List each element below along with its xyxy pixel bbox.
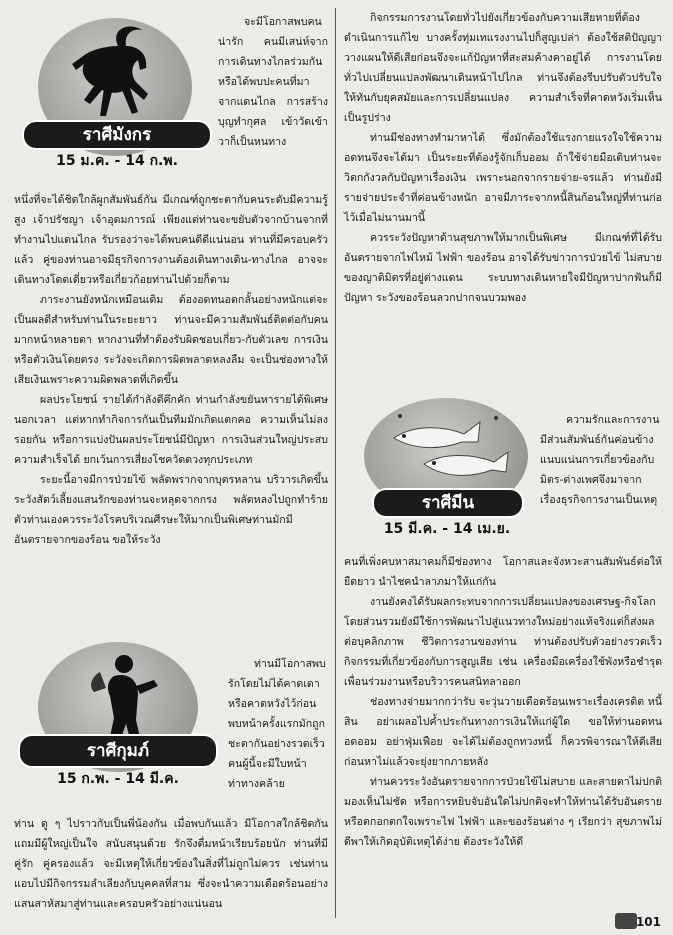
aquarius-body	[14, 814, 328, 914]
capricorn-body	[14, 190, 328, 550]
capricorn-career-text: กิจกรรมการงานโดยทั่วไปยังเกี่ยวข้องกับความเสียหายที่ต้องดำเนินการแก้ไข บางครั้งทุ่มเทแรงงานไปก็สูญเปล่า ต้องใช้สติปัญญาวางแผนให้ดีเสียก่อนจึงจะแก้ปัญหาที่สะสมค้างคาอยู่ได้ การงานโดยทั่วไปเปลี่ยนแปลงพัฒนาเดินหน้าไปไกล ท่านจึงต้องรีบปรับตัวปรับใจให้ทันกับยุคสมัยและการเปลี่ยนแปลง ความสำเร็จที่คาดหวังเริ่มเห็นเป็นรูปร่าง	[344, 12, 662, 124]
capricorn-dates: 15 ม.ค. - 14 ก.พ.	[56, 153, 178, 169]
capricorn-finance-text: ท่านมีช่องทางทำมาหาได้ ซึ่งมักต้องใช้แรงกายแรงใจใช้ความอดทนจึงจะได้มา เป็นระยะที่ต้องรู้จักเก็บออม ถ้าใช้จ่ายมือเติบท่านจะวิตกกังวลกับปัญหาเรื่องเงิน เพราะนอกจากรายจ่าย-จรแล้ว ท่านยังมีรายจ่ายประจำที่ค่อนข้างหนัก อาจมีภาระจากหนี้สินก้อนใหญ่ที่ท่านก่อไว้เมื่อไม่นานมานี้	[344, 132, 662, 224]
capricorn-name: ราศีมังกร	[82, 125, 152, 145]
capricorn-money-text: ผลประโยชน์ รายได้กำลังดีคึกคัก ท่านกำลังขยันหารายได้พิเศษนอกเวลา แต่หากทำกิจการกันเป็นทีมมักเกิดแตกคอ ความเห็นไม่ลงรอยกัน หรือการแบ่งปันผลประโยชน์มีปัญหา การเงินส่วนใหญ่ประสบความสำเร็จได้ ยกเว้นการเสี่ยงโชควัดดวงทุกประเภท	[14, 394, 328, 466]
capricorn-health-text: ระยะนี้อาจมีการป่วยไข้ พลัดพรากจากบุตรหลาน บริวารเกิดขึ้น ระวังสัตว์เลี้ยงแสนรักของท่านจะหลุดจากกรง พลัดหลงไปถูกทำร้าย ตัวท่านเองควรระวังโรคบริเวณศีรษะให้มากเป็นพิเศษท่านมักมีอันตรายจากของร้อน ขอให้ระวัง	[14, 474, 328, 546]
aquarius-love-continued: ท่าน ดู ๆ ไปราวกับเป็นพี่น้องกัน เมื่อพบกันแล้ว มีโอกาสใกล้ชิดกันแถมมีผู้ใหญ่เป็นใจ สนับสนุนด้วย รักจึงดื่มหน้าเรียบร้อยนัก ท่านที่มีคู่รัก คู่ครองแล้ว จะมีเหตุให้เกี่ยวข้องในสิ่งที่ไม่ถูกไม่ควร เช่นท่านแอบไปมีกิจกรรมลำเลียงกับบุคคลที่สาม ซึ่งจะนำความเดือดร้อนอย่างแสนสาหัสมาสู่ท่านและครอบครัวอย่างแน่นอน	[14, 818, 328, 910]
pisces-intro-narrow	[540, 410, 662, 510]
page-number: 101	[635, 915, 661, 929]
right-upper-body	[344, 8, 662, 308]
pisces-name: ราศีมีน	[421, 493, 475, 513]
pisces-health-text: ท่านควรระวังอันตรายจากการป่วยไข้ไม่สบาย และสายตาไม่ปกติ มองเห็นไม่ชัด หรือการหยิบจับอันใดไม่ปกติจะทำให้ท่านได้รับอันตราย หรือตกอกตกใจเพราะไฟ ไฟฟ้า และของร้อนต่าง ๆ เรียกว่า สุขภาพไม่ดีพาให้เกิดอุบัติเหตุได้ง่าย ต้องระวังให้ดี	[344, 776, 662, 848]
pisces-money-text: ช่องทางจ่ายมากกว่ารับ จะวุ่นวายเดือดร้อนเพราะเรื่องเครดิต หนี้สิน อย่าเผลอไปค้ำประกันทางการเงินให้แก่ผู้ใด ขอให้ท่านอดทน อดออม อย่าฟุ่มเฟือย จะได้ไม่ต้องถูกทวงหนี้ ก็ควรพิจารณาให้ดีเสียก่อนหาไม่แล้วจะยุ่งยากภายหลัง	[344, 696, 662, 768]
aquarius-name: ราศีกุมภ์	[86, 741, 150, 761]
aquarius-water-bearer-icon	[78, 650, 168, 750]
capricorn-badge	[16, 18, 216, 178]
pisces-love-continued: คนที่เพิ่งคบหาสมาคมก็มีช่องทาง โอกาสและจังหวะสานสัมพันธ์ต่อให้ยืดยาว นำไชคนำลาภมาให้แก่กัน	[344, 556, 662, 588]
aquarius-love-text: ท่านมีโอกาสพบรักโดยไม่ได้คาดเดาหรือคาดหวังไว้ก่อน พบหน้าครั้งแรกมักถูกชะตากันอย่างรวดเร็ว คนผู้นี้จะมีใบหน้า ท่าทางคล้าย	[228, 658, 326, 790]
capricorn-name-label	[24, 122, 210, 148]
aquarius-dates: 15 ก.พ. - 14 มี.ค.	[57, 771, 179, 787]
aquarius-name-label	[20, 736, 216, 766]
magazine-logo	[615, 913, 637, 929]
capricorn-intro-narrow	[218, 12, 328, 152]
capricorn-love-continued: หนึ่งที่จะได้ชิดใกล้ผูกสัมพันธ์กัน มีเกณฑ์ถูกชะตากับคนระดับมีความรู้สูง เจ้าปรัชญา เจ้าอุดมการณ์ เพียงแต่ท่านจะขยับตัวจากบ้านจากที่ทำงานไปแดนไกล รับรองว่าจะได้พบคนดีดีแน่นอน ท่านที่มีครอบครัวแล้ว คู่ของท่านอาจมีธุรกิจการงานต้องเดินทางเดิน-ทางไกล อาจจะเดินทางโดดเดี่ยวหรือเกี่ยวก้อยท่านไปด้วยก็ตาม	[14, 194, 328, 286]
pisces-love-text: ความรักและการงาน มีส่วนสัมพันธ์กันค่อนข้างแนบแน่นการเกี่ยวข้องกับมิตร-ต่างเพศจึงมาจากเรื่องธุรกิจการงานเป็นเหตุ	[540, 414, 660, 506]
column-divider	[335, 8, 336, 918]
pisces-fish-icon	[384, 408, 514, 488]
pisces-dates: 15 มี.ค. - 14 เม.ย.	[383, 521, 511, 537]
capricorn-work-text: ภาระงานยังหนักเหมือนเดิม ต้องอดทนอดกลั้นอย่างหนักแต่จะเป็นผลดีสำหรับท่านในระยะยาว ท่านจะมีความสัมพันธ์ติดต่อกับคนมากหน้าหลายตา หากงานที่ทำต้องรับผิดชอบเกี่ยว-กับตัวเลข การเงินหรือตัวเงินโดยตรง ระวังจะเกิดการผิดพลาดหลงลืม จะเป็นช่องทางให้เสียเงินเพราะความผิดพลาดที่เกิดขึ้น	[14, 294, 328, 386]
pisces-badge	[350, 398, 540, 544]
aquarius-intro-narrow	[228, 654, 328, 794]
pisces-body	[344, 552, 662, 852]
aquarius-badge	[14, 640, 224, 800]
pisces-work-text: งานยังคงได้รับผลกระทบจากการเปลี่ยนแปลงของเศรษฐ-กิจโลก โดยส่วนรวมยังมีใช้การพัฒนาไปสู่แนวทางใหม่อย่างแท้จริงแต่ก็ส่งผลต่อบุคลิกภาพ ชีวิตการงานของท่าน ท่านต้องปรับตัวอย่างรวดเร็ว กิจกรรมที่เกี่ยวข้องกับการสูญเสีย เช่น เครื่องมือเครื่องใช้พังหรือชำรุด เพื่อนร่วมงานหรือบริวารคนสนิทลาออก	[344, 596, 662, 688]
capricorn-goat-icon	[60, 24, 180, 124]
capricorn-wellbeing-text: ควรระวังปัญหาด้านสุขภาพให้มากเป็นพิเศษ มีเกณฑ์ที่ได้รับอันตรายจากไฟไหม้ ไฟฟ้า ของร้อน อาจได้รับข่าวการป่วยไข้ ไม่สบายของญาติมิตรที่อยู่ต่างแดน ระบบทางเดินหายใจมีปัญหาปากฟันก็มีปัญหา ระวังของร้อนลวกปากจนบวมพอง	[344, 232, 662, 304]
capricorn-love-text: จะมีโอกาสพบคนน่ารัก คนมีเสน่ห์จากการเดินทางไกลร่วมกัน หรือได้พบปะคนที่มาจากแดนไกล การสร้างบุญทำกุศล เข้าวัดเข้าวาก็เป็นหนทาง	[218, 16, 328, 148]
pisces-name-label	[374, 490, 522, 516]
